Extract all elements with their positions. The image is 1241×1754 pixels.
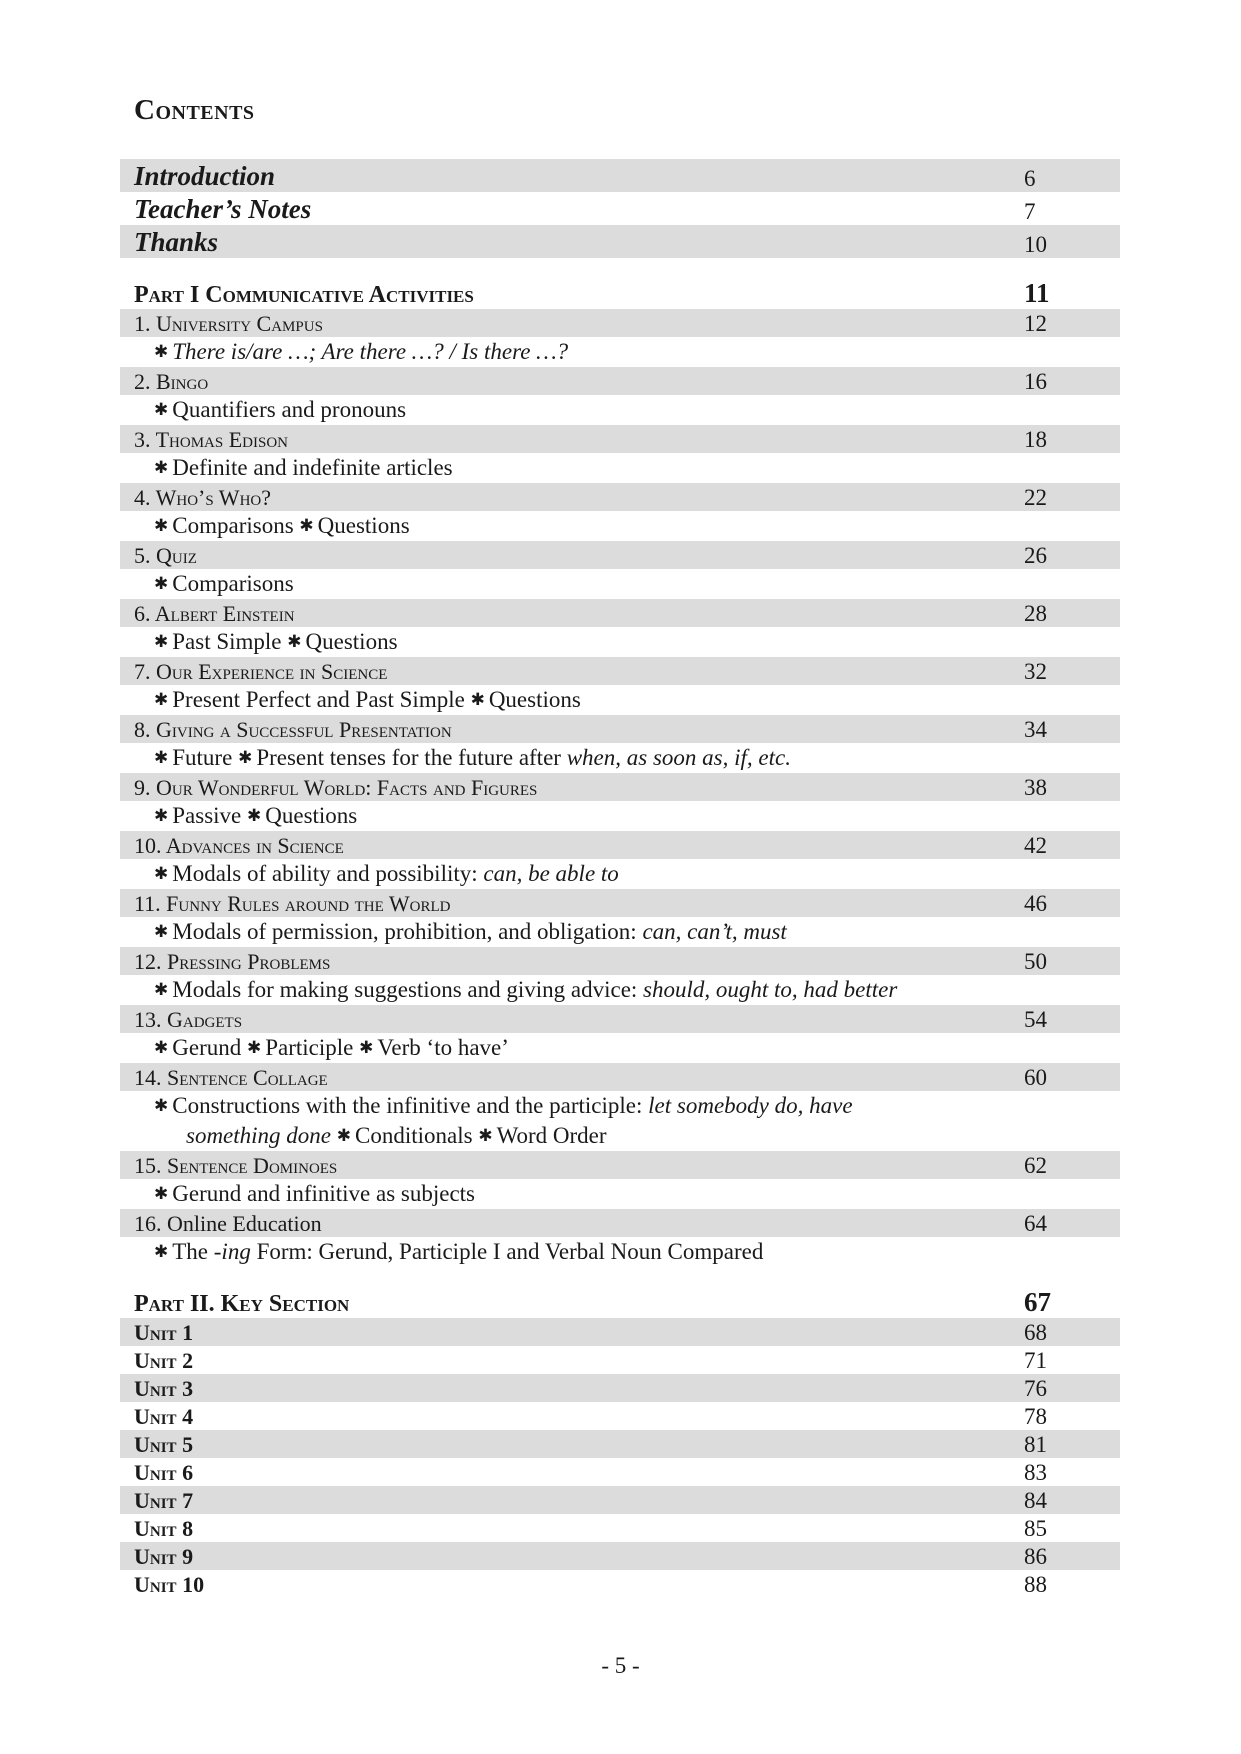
asterisk-bullet-icon: ✱ — [154, 1242, 169, 1262]
part-title: Part I Communicative Activities — [134, 282, 474, 308]
asterisk-bullet-icon: ✱ — [154, 690, 169, 710]
asterisk-bullet-icon: ✱ — [154, 574, 169, 594]
entry-topics: ✱ Modals for making suggestions and giving advice: should, ought to, had better — [120, 975, 1120, 1005]
toc-entry-unit-14[interactable] — [120, 1063, 1120, 1091]
asterisk-bullet-icon: ✱ — [470, 690, 485, 710]
toc-entry-unit-15[interactable] — [120, 1151, 1120, 1179]
asterisk-bullet-icon: ✱ — [299, 516, 314, 536]
entry-topics: ✱ Comparisons — [120, 569, 1120, 599]
table-of-contents — [120, 159, 1120, 1598]
entry-title: 4. Who’s Who? — [134, 485, 271, 510]
entry-title: Unit 4 — [134, 1404, 194, 1429]
toc-entry-unit-3[interactable] — [120, 425, 1120, 453]
entry-title: 9. Our Wonderful World: Facts and Figures — [134, 775, 538, 800]
entry-page: 84 — [1024, 1488, 1047, 1513]
entry-title: Unit 10 — [134, 1572, 205, 1597]
asterisk-bullet-icon: ✱ — [154, 516, 169, 536]
entry-title: 7. Our Experience in Science — [134, 659, 388, 684]
entry-page: 54 — [1024, 1007, 1047, 1032]
toc-entry-teachers-notes[interactable] — [120, 192, 1120, 225]
asterisk-bullet-icon: ✱ — [154, 864, 169, 884]
part-page: 67 — [1024, 1287, 1051, 1317]
toc-entry-thanks[interactable] — [120, 225, 1120, 258]
asterisk-bullet-icon: ✱ — [154, 1038, 169, 1058]
toc-key-unit-8[interactable] — [120, 1514, 1120, 1542]
toc-key-unit-3[interactable] — [120, 1374, 1120, 1402]
entry-page: 32 — [1024, 659, 1047, 684]
entry-page: 68 — [1024, 1320, 1047, 1345]
toc-entry-unit-8[interactable] — [120, 715, 1120, 743]
entry-title: 8. Giving a Successful Presentation — [134, 717, 452, 742]
entry-page: 85 — [1024, 1516, 1047, 1541]
asterisk-bullet-icon: ✱ — [287, 632, 302, 652]
entry-title: 11. Funny Rules around the World — [134, 891, 451, 916]
asterisk-bullet-icon: ✱ — [154, 400, 169, 420]
entry-page: 42 — [1024, 833, 1047, 858]
entry-page: 62 — [1024, 1153, 1047, 1178]
entry-topics: ✱ Modals of permission, prohibition, and obligation: can, can’t, must — [120, 917, 1120, 947]
asterisk-bullet-icon: ✱ — [247, 806, 262, 826]
asterisk-bullet-icon: ✱ — [154, 980, 169, 1000]
entry-title: Unit 2 — [134, 1348, 194, 1373]
entry-topics: ✱ Definite and indefinite articles — [120, 453, 1120, 483]
toc-entry-introduction[interactable] — [120, 159, 1120, 192]
entry-page: 22 — [1024, 485, 1047, 510]
part-page: 11 — [1024, 278, 1050, 308]
asterisk-bullet-icon: ✱ — [478, 1126, 493, 1146]
entry-page: 86 — [1024, 1544, 1047, 1569]
toc-key-unit-6[interactable] — [120, 1458, 1120, 1486]
entry-page: 12 — [1024, 311, 1047, 336]
entry-title: Unit 7 — [134, 1488, 194, 1513]
entry-page: 38 — [1024, 775, 1047, 800]
entry-page: 26 — [1024, 543, 1047, 568]
toc-entry-unit-1[interactable] — [120, 309, 1120, 337]
entry-topics: ✱ Gerund and infinitive as subjects — [120, 1179, 1120, 1209]
asterisk-bullet-icon: ✱ — [336, 1126, 352, 1146]
entry-topics: ✱ There is/are …; Are there …? / Is there …? — [120, 337, 1120, 367]
entry-topics: ✱ Passive ✱ Questions — [120, 801, 1120, 831]
toc-entry-unit-6[interactable] — [120, 599, 1120, 627]
entry-page: 71 — [1024, 1348, 1047, 1373]
toc-entry-unit-10[interactable] — [120, 831, 1120, 859]
entry-page: 7 — [1024, 199, 1036, 224]
toc-entry-unit-16[interactable] — [120, 1209, 1120, 1237]
asterisk-bullet-icon: ✱ — [154, 1184, 169, 1204]
entry-title: Unit 8 — [134, 1516, 194, 1541]
entry-topics: ✱ Quantifiers and pronouns — [120, 395, 1120, 425]
entry-page: 64 — [1024, 1211, 1047, 1236]
entry-page: 46 — [1024, 891, 1047, 916]
toc-entry-unit-9[interactable] — [120, 773, 1120, 801]
toc-entry-unit-12[interactable] — [120, 947, 1120, 975]
toc-part-2-heading[interactable] — [120, 1283, 1120, 1318]
asterisk-bullet-icon: ✱ — [154, 458, 169, 478]
entry-title: 15. Sentence Dominoes — [134, 1153, 338, 1178]
toc-entry-unit-2[interactable] — [120, 367, 1120, 395]
entry-title: Unit 9 — [134, 1544, 194, 1569]
toc-entry-unit-5[interactable] — [120, 541, 1120, 569]
toc-key-unit-7[interactable] — [120, 1486, 1120, 1514]
entry-topics: ✱ Future ✱ Present tenses for the future after when, as soon as, if, etc. — [120, 743, 1120, 773]
toc-entry-unit-11[interactable] — [120, 889, 1120, 917]
entry-page: 6 — [1024, 166, 1036, 191]
toc-key-unit-5[interactable] — [120, 1430, 1120, 1458]
toc-entry-unit-7[interactable] — [120, 657, 1120, 685]
entry-title: Unit 5 — [134, 1432, 194, 1457]
entry-page: 50 — [1024, 949, 1047, 974]
asterisk-bullet-icon: ✱ — [359, 1038, 374, 1058]
entry-page: 88 — [1024, 1572, 1047, 1597]
entry-title: 12. Pressing Problems — [134, 949, 331, 974]
asterisk-bullet-icon: ✱ — [154, 748, 169, 768]
entry-page: 76 — [1024, 1376, 1047, 1401]
page-number: - 5 - — [601, 1653, 640, 1678]
asterisk-bullet-icon: ✱ — [154, 342, 169, 362]
entry-topics: ✱ Comparisons ✱ Questions — [120, 511, 1120, 541]
entry-topics: ✱ Modals of ability and possibility: can, be able to — [120, 859, 1120, 889]
entry-page: 16 — [1024, 369, 1047, 394]
asterisk-bullet-icon: ✱ — [246, 1038, 262, 1058]
toc-key-unit-10[interactable] — [120, 1570, 1120, 1598]
entry-page: 18 — [1024, 427, 1047, 452]
entry-title: Thanks — [134, 227, 219, 257]
entry-title: 3. Thomas Edison — [134, 427, 288, 452]
asterisk-bullet-icon: ✱ — [154, 632, 169, 652]
entry-topics: ✱ Gerund ✱ Participle ✱ Verb ‘to have’ — [120, 1033, 1120, 1063]
asterisk-bullet-icon: ✱ — [154, 1096, 169, 1116]
entry-topics: ✱ Past Simple ✱ Questions — [120, 627, 1120, 657]
entry-page: 81 — [1024, 1432, 1047, 1457]
entry-page: 34 — [1024, 717, 1047, 742]
entry-title: 14. Sentence Collage — [134, 1065, 328, 1090]
asterisk-bullet-icon: ✱ — [154, 922, 169, 942]
entry-page: 83 — [1024, 1460, 1047, 1485]
toc-key-unit-9[interactable] — [120, 1542, 1120, 1570]
part-title: Part II. Key Section — [134, 1291, 350, 1317]
entry-title: Teacher’s Notes — [134, 194, 312, 224]
entry-page: 28 — [1024, 601, 1047, 626]
entry-title: 5. Quiz — [134, 543, 197, 568]
entry-title: 10. Advances in Science — [134, 833, 344, 858]
entry-topics: ✱ The -ing Form: Gerund, Participle I and Verbal Noun Compared — [120, 1237, 1120, 1267]
entry-title: Introduction — [134, 161, 276, 191]
toc-part-1-heading[interactable] — [120, 274, 1120, 309]
entry-title: Unit 6 — [134, 1460, 194, 1485]
entry-page: 60 — [1024, 1065, 1047, 1090]
entry-title: 2. Bingo — [134, 369, 209, 394]
toc-key-unit-1[interactable] — [120, 1318, 1120, 1346]
entry-title: Unit 1 — [134, 1320, 194, 1345]
toc-key-unit-4[interactable] — [120, 1402, 1120, 1430]
entry-title: 13. Gadgets — [134, 1007, 243, 1032]
entry-title: 16. Online Education — [134, 1211, 322, 1236]
asterisk-bullet-icon: ✱ — [154, 806, 169, 826]
asterisk-bullet-icon: ✱ — [238, 748, 253, 768]
entry-title: 6. Albert Einstein — [134, 601, 295, 626]
entry-page: 10 — [1024, 232, 1047, 257]
toc-entry-unit-13[interactable] — [120, 1005, 1120, 1033]
toc-key-unit-2[interactable] — [120, 1346, 1120, 1374]
entry-topics: ✱ Constructions with the infinitive and the participle: let somebody do, have something done ✱ Conditionals ✱ Word Order — [120, 1091, 1120, 1151]
entry-page: 78 — [1024, 1404, 1047, 1429]
page-title: Contents — [134, 94, 255, 126]
entry-title: Unit 3 — [134, 1376, 194, 1401]
toc-entry-unit-4[interactable] — [120, 483, 1120, 511]
entry-topics: ✱ Present Perfect and Past Simple ✱ Questions — [120, 685, 1120, 715]
entry-title: 1. University Campus — [134, 311, 323, 336]
